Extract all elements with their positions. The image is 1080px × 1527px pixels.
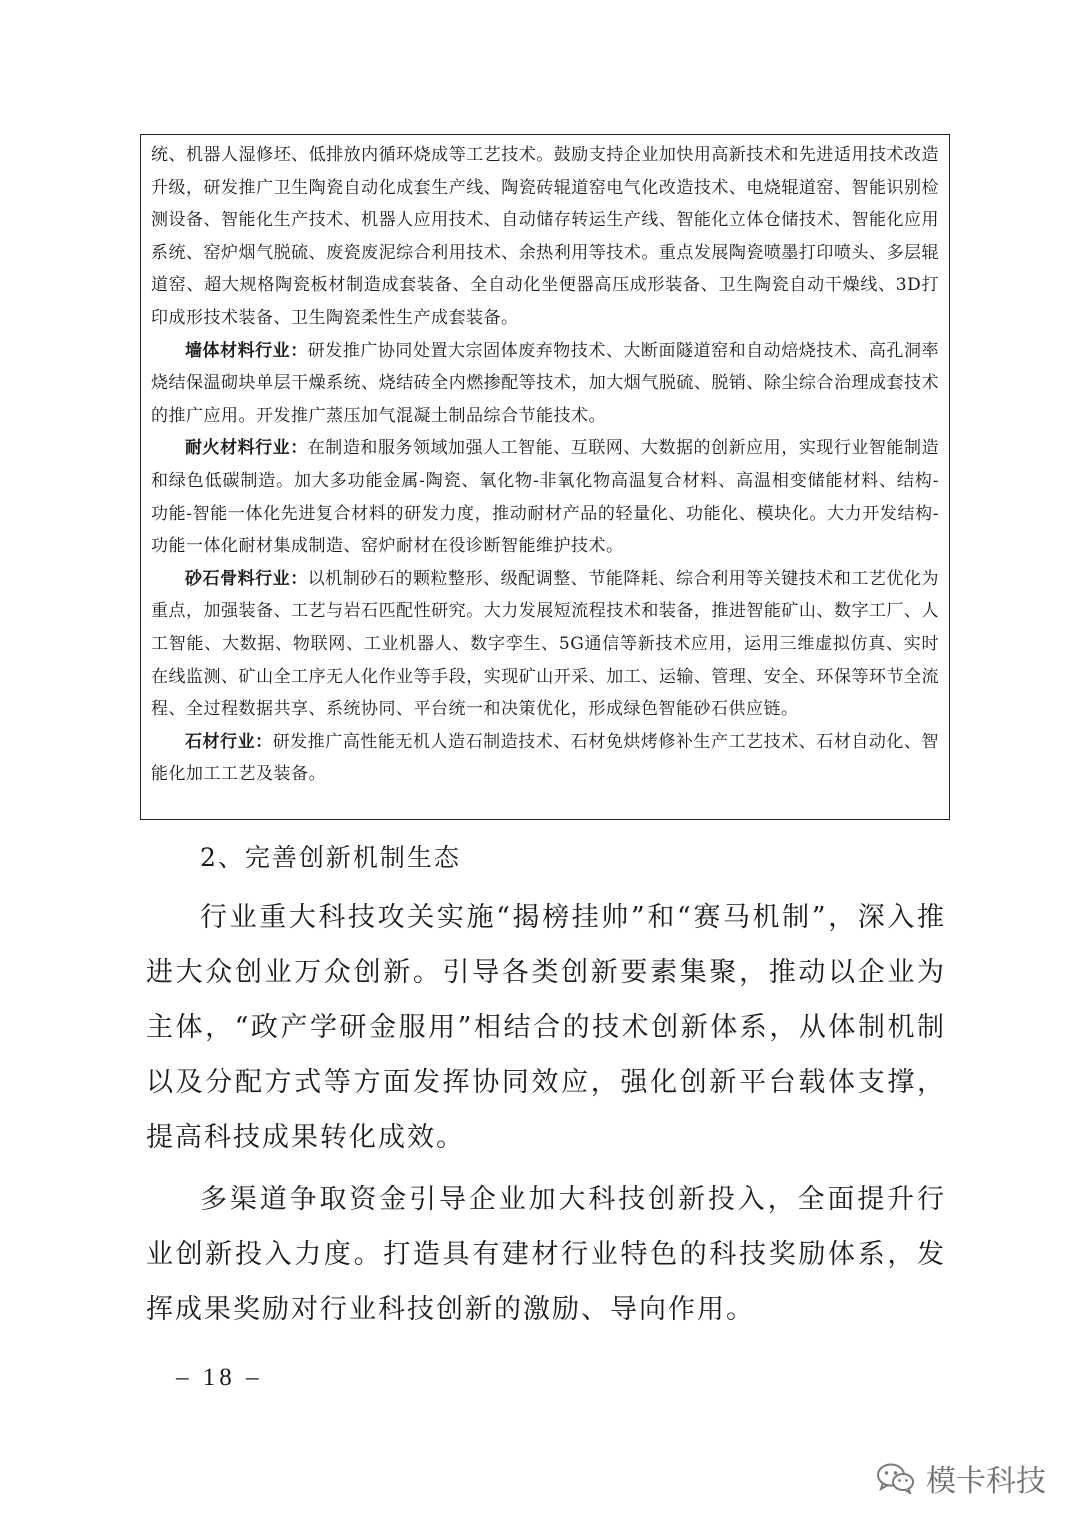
boxed-item-stone xyxy=(151,726,939,791)
watermark xyxy=(876,1456,1046,1500)
body-paragraph-2 xyxy=(146,1172,946,1337)
page-number: – 18 – xyxy=(176,1364,263,1391)
watermark-text: 模卡科技 xyxy=(926,1464,1046,1499)
boxed-item-title: 耐火材料行业： xyxy=(185,438,308,459)
boxed-intro-paragraph: 统、机器人湿修坯、低排放内循环烧成等工艺技术。鼓励支持企业加快用高新技术和先进适用技术改造升级，研发推广卫生陶瓷自动化成套生产线、陶瓷砖辊道窑电气化改造技术、电烧辊道窑、智能识别检测设备、智能化生产技术、机器人应用技术、自动储存转运生产线、智能化立体仓储技术、智能化应用系统、窑炉烟气脱硫、废瓷废泥综合利用技术、余热利用等技术。重点发展陶瓷喷墨打印喷头、多层辊道窑、超大规格陶瓷板材制造成套装备、全自动化坐便器高压成形装备、卫生陶瓷自动干燥线、3D打印成形技术装备、卫生陶瓷柔性生产成套装备。 xyxy=(151,145,939,328)
section-heading: 2、完善创新机制生态 xyxy=(200,843,461,872)
boxed-item-title: 砂石骨料行业： xyxy=(185,568,308,589)
boxed-item-wall-materials xyxy=(151,335,939,433)
boxed-item-text: 在制造和服务领域加强人工智能、互联网、大数据的创新应用，实现行业智能制造和绿色低碳制造。加大多功能金属-陶瓷、氧化物-非氧化物高温复合材料、高温相变储能材料、结构-功能-智能一体化先进复合材料的研发力度，推动耐材产品的轻量化、功能化、模块化。大力开发结构-功能一体化耐材集成制造、窑炉耐材在役诊断智能维护技术。 xyxy=(151,438,939,557)
boxed-item-text: 以机制砂石的颗粒整形、级配调整、节能降耗、综合利用等关键技术和工艺优化为重点，加强装备、工艺与岩石匹配性研究。大力发展短流程技术和装备，推进智能矿山、数字工厂、人工智能、大数据、物联网、工业机器人、数字孪生、5G通信等新技术应用，运用三维虚拟仿真、实时在线监测、矿山全工序无人化作业等手段，实现矿山开采、加工、运输、管理、安全、环保等环节全流程、全过程数据共享、系统协同、平台统一和决策优化，形成绿色智能砂石供应链。 xyxy=(151,568,939,720)
boxed-item-title: 墙体材料行业： xyxy=(185,340,308,361)
paragraph-text: 行业重大科技攻关实施“揭榜挂帅”和“赛马机制”，深入推进大众创业万众创新。引导各类创新要素集聚，推动以企业为主体，“政产学研金服用”相结合的技术创新体系，从体制机制以及分配方式等方面发挥协同效应，强化创新平台载体支撑，提高科技成果转化成效。 xyxy=(146,902,946,1153)
boxed-item-refractory xyxy=(151,432,939,562)
boxed-item-aggregate xyxy=(151,563,939,726)
wechat-icon xyxy=(876,1462,916,1494)
boxed-item-text: 研发推广高性能无机人造石制造技术、石材免烘烤修补生产工艺技术、石材自动化、智能化加工工艺及装备。 xyxy=(151,731,940,785)
paragraph-text: 多渠道争取资金引导企业加大科技创新投入，全面提升行业创新投入力度。打造具有建材行业特色的科技奖励体系，发挥成果奖励对行业科技创新的激励、导向作用。 xyxy=(146,1184,946,1325)
boxed-item-text: 研发推广协同处置大宗固体废弃物技术、大断面隧道窑和自动焙烧技术、高孔洞率烧结保温砌块单层干燥系统、烧结砖全内燃掺配等技术，加大烟气脱硫、脱销、除尘综合治理成套技术的推广应用。开发推广蒸压加气混凝土制品综合节能技术。 xyxy=(151,340,939,426)
boxed-tech-section xyxy=(140,134,950,820)
body-paragraph-1 xyxy=(146,890,946,1165)
boxed-item-title: 石材行业： xyxy=(185,731,273,752)
